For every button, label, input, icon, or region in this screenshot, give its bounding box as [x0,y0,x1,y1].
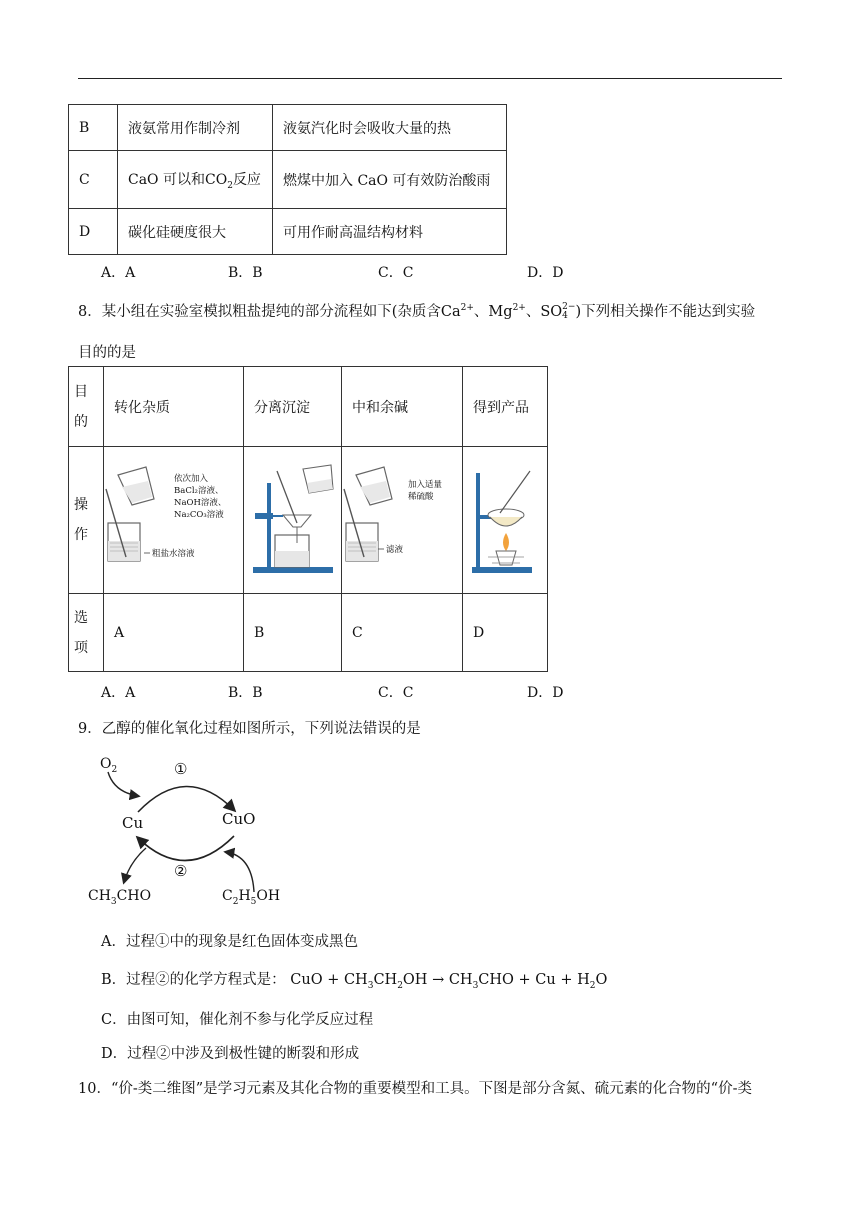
goal-cell: 中和余碱 [342,367,463,447]
step-2-marker: ② [174,862,188,880]
subscript: 3 [110,896,117,907]
goal-cell: 转化杂质 [104,367,244,447]
subscript: 3 [367,980,374,991]
step-1-marker: ① [174,760,188,778]
fact-cell [118,151,273,209]
label-char: 项 [74,639,88,656]
formula: CHO [116,888,152,904]
eq-part: CHO + Cu + H [478,972,590,988]
figure-label: BaCl₂溶液、 [174,486,224,496]
reason-cell: 液氨汽化时会吸收大量的热 [273,105,507,151]
label-char: 的 [74,413,88,430]
stem-text: )下列相关操作不能达到实验 [575,304,756,320]
option-a[interactable]: A．A [101,265,136,281]
figure-label: 粗盐水溶液 [152,549,195,559]
figure-label: 稀硫酸 [408,492,434,502]
cu-label: Cu [122,814,144,832]
subscript: 5 [250,896,257,907]
subscript: 2 [589,980,596,991]
subscript: 2 [227,180,233,191]
table-row [69,105,507,151]
q8-options [101,682,601,702]
table-row [69,447,548,594]
o2-label [100,756,117,775]
separator: 、 [525,304,541,320]
option-cell: D [69,209,118,255]
cuo-label: CuO [222,810,256,828]
operation-cell [342,447,463,594]
q9-choice-d[interactable]: D．过程②中涉及到极性键的断裂和形成 [101,1046,360,1062]
evaporation-apparatus-illustration [466,463,544,578]
operation-cell [104,447,244,594]
option-d[interactable]: D．D [527,685,564,701]
formula: O [100,756,112,772]
fact-cell: 碳化硅硬度很大 [118,209,273,255]
eq-part: O [595,972,608,988]
ch3cho-label [88,888,151,907]
option-cell: B [69,105,118,151]
eq-part: CH [373,972,398,988]
q9-choice-b[interactable] [101,968,607,991]
fact-text: 反应 [232,171,261,188]
q8-table [68,366,548,672]
table-row [69,367,548,447]
goal-cell: 得到产品 [463,367,548,447]
charge: 2+ [512,303,526,314]
figure-add-reagents [104,465,242,575]
table-row [69,209,507,255]
option-a[interactable]: A．A [101,685,136,701]
operation-cell [463,447,548,594]
figure-label: NaOH溶液、 [174,498,227,508]
formula: C [222,888,233,904]
stem-text: 8．某小组在实验室模拟粗盐提纯的部分流程如下(杂质含 [78,304,441,320]
q7-options [101,262,601,282]
table-row [69,151,507,209]
reason-cell: 燃煤中加入 CaO 可有效防治酸雨 [273,151,507,209]
option-d[interactable]: D．D [527,265,564,281]
charge: 2+ [460,303,474,314]
figure-neutralize [342,465,460,575]
letter-cell: B [244,594,342,672]
option-b[interactable]: B．B [228,265,263,281]
equation [290,972,608,991]
q8-stem-line1 [78,300,755,321]
fact-text: CaO 可以和 [128,171,205,188]
option-b[interactable]: B．B [228,685,263,701]
eq-part: CuO + CH [290,972,368,988]
q7-table [68,104,507,255]
figure-label: 加入适量 [408,480,443,490]
ion-ca: Ca [440,304,461,320]
letter-cell: A [104,594,244,672]
formula: H [238,888,251,904]
table-row [69,594,548,672]
eq-part: OH → CH [402,972,473,988]
label-char: 作 [74,527,88,543]
subscript: 3 [472,980,479,991]
goal-cell: 分离沉淀 [244,367,342,447]
fact-cell: 液氨常用作制冷剂 [118,105,273,151]
figure-label: Na₂CO₃溶液 [174,510,224,520]
subscript: 4 [562,311,568,321]
option-c[interactable]: C．C [378,265,414,281]
charge: 2− [562,302,576,312]
q9-choice-a[interactable]: A．过程①中的现象是红色固体变成黑色 [101,934,358,950]
row-label [69,367,104,447]
option-c[interactable]: C．C [378,685,414,701]
row-label [69,447,104,594]
formula: CO [205,171,228,188]
separator: 、 [473,304,489,320]
operation-cell [244,447,342,594]
figure-label: 依次加入 [174,474,209,484]
subscript: 2 [232,896,239,907]
ion-mg: Mg [488,304,513,320]
q9-stem: 9．乙醇的催化氧化过程如图所示，下列说法错误的是 [78,721,421,737]
formula: OH [256,888,281,904]
figure-label: 滤液 [386,545,404,555]
letter-cell: D [463,594,548,672]
subscript: 2 [111,764,118,775]
choice-text: B．过程②的化学方程式是： [101,972,286,988]
label-char: 操 [74,497,88,513]
catalytic-cycle-diagram [86,752,296,912]
reason-cell: 可用作耐高温结构材料 [273,209,507,255]
filtration-apparatus-illustration [245,463,341,578]
header-rule [78,78,782,79]
row-label [69,594,104,672]
formula: CH [88,888,111,904]
q9-choice-c[interactable]: C．由图可知，催化剂不参与化学反应过程 [101,1012,374,1028]
c2h5oh-label [222,888,280,907]
option-cell: C [69,151,118,209]
q8-stem-line2: 目的的是 [78,345,136,361]
letter-cell: C [342,594,463,672]
ion-so4: SO [540,304,563,320]
q10-stem: 10．“价-类二维图”是学习元素及其化合物的重要模型和工具。下图是部分含氮、硫元素的化合物的“价-类 [78,1081,752,1097]
subscript: 2 [397,980,403,991]
beaker-pour-illustration [342,465,460,575]
label-char: 目 [74,383,88,400]
label-char: 选 [74,609,88,626]
